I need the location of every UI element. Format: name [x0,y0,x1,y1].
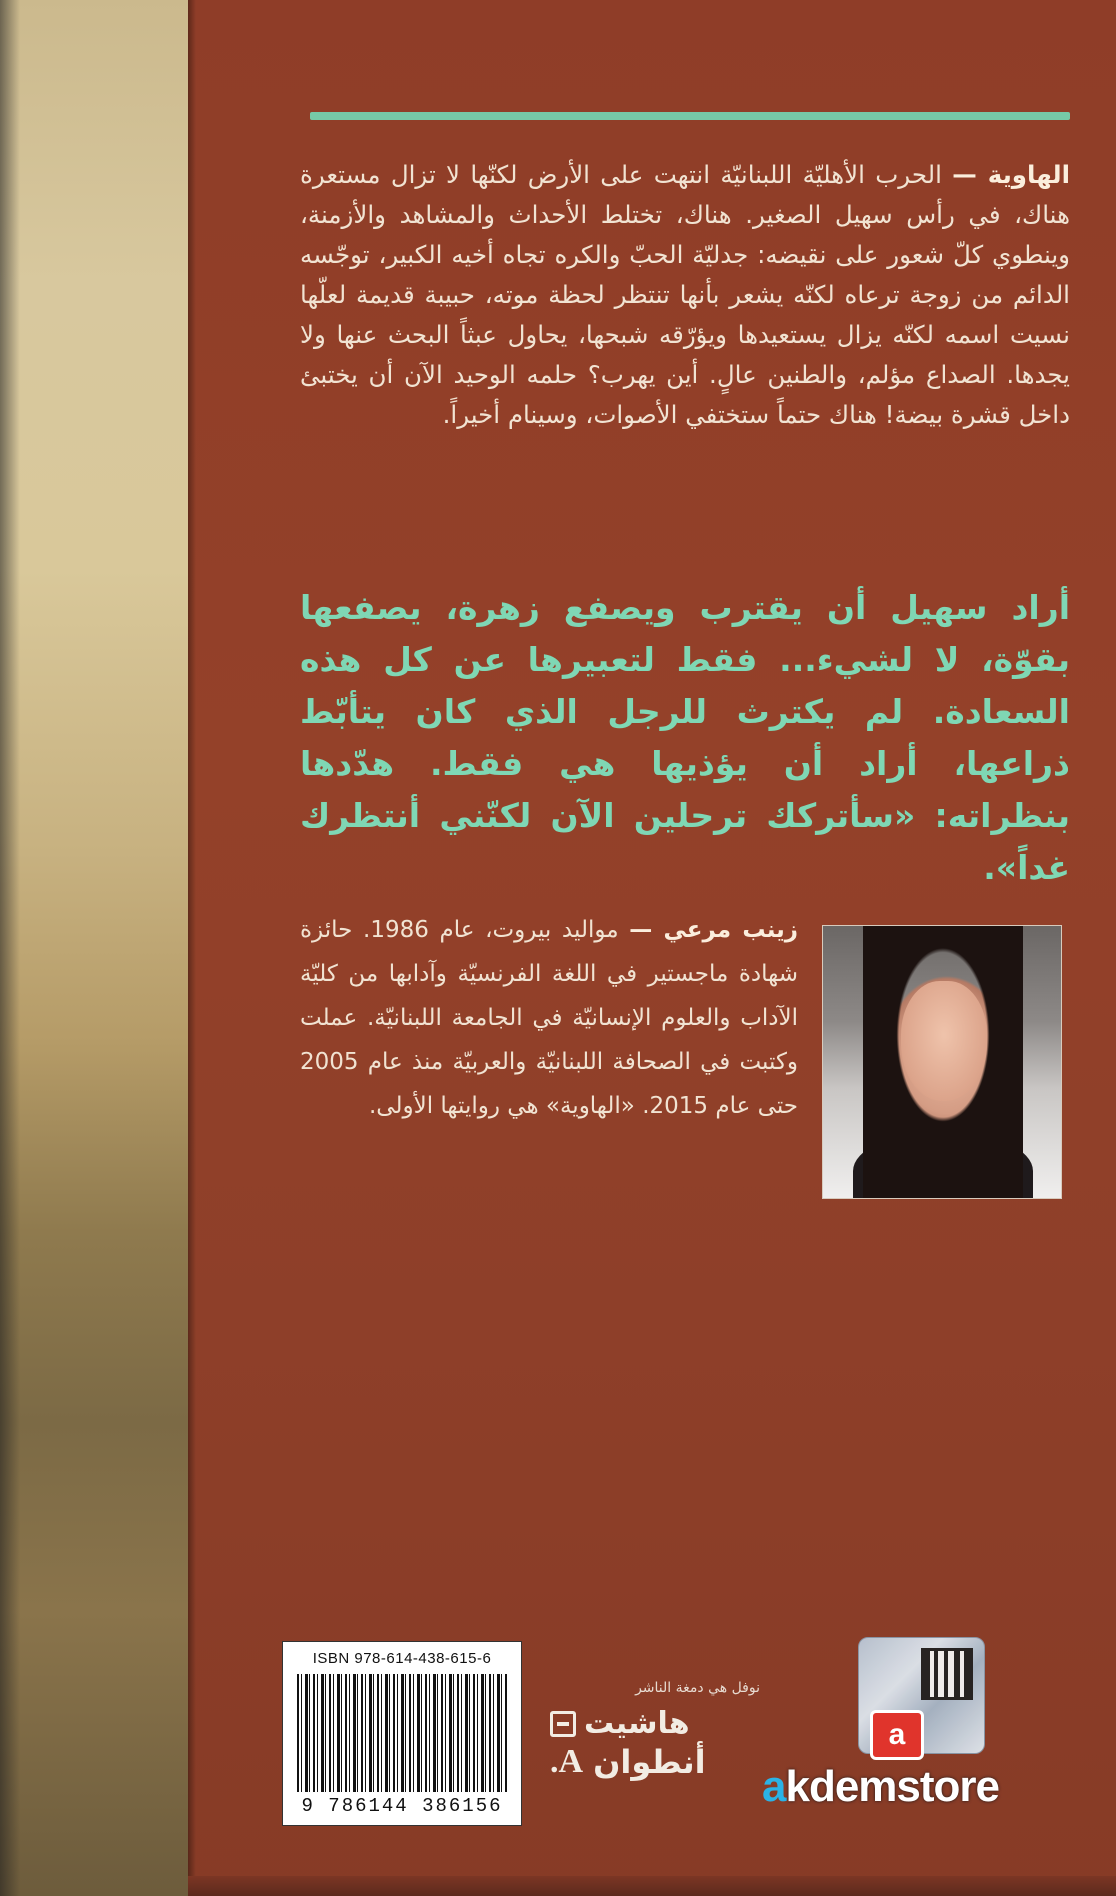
publisher-name: هاشيت [584,1706,690,1741]
publisher-mark: A. [550,1743,584,1780]
author-name: زينب مرعي — [629,917,798,943]
book-spine [0,0,188,1896]
pull-quote: أراد سهيل أن يقترب ويصفع زهرة، يصفعها بقوّة، لا لشيء... فقط لتعبيرها عن كل هذه السعادة. لم يكترث للرجل الذي كان يتأبّط ذراعها، أراد أن يؤذيها هي فقط. هدّدها بنظراته: «سأتركك ترحلين الآن لكنّني أنتظرك غداً». [300,588,1070,887]
author-bio [300,908,798,1128]
synopsis-text: الحرب الأهليّة اللبنانيّة انتهت على الأرض لكنّها لا تزال مستعرة هناك، في رأس سهيل الصغير. هناك، تختلط الأحداث والمشاهد والأزمنة، وينطوي كلّ شعور على نقيضه: جدليّة الحبّ والكره تجاه أخيه الكبير، توجّسه الدائم من زوجة ترعاه لكنّه يشعر بأنها تنتظر لحظة موته، حبيبة قديمة لعلّها نسيت اسمه لكنّه يزال يستعيدها ويؤرّقه شبحها، يحاول عبثاً البحث عنها ولا يجدها. الصداع مؤلم، والطنين عالٍ. أين يهرب؟ حلمه الوحيد الآن أن يختبئ داخل قشرة بيضة! هناك حتماً ستختفي الأصوات، وسينام أخيراً. [300,160,1070,429]
publisher-tagline: نوفل هي دمغة الناشر [635,1680,760,1696]
photo-face [901,981,987,1101]
store-logo-a: a [762,1762,786,1811]
store-watermark [762,1762,999,1812]
store-logo-rest: kdemstore [785,1762,1000,1811]
publisher-name-2: أنطوان [593,1743,706,1781]
isbn-barcode [282,1641,522,1826]
author-photo [822,925,1062,1199]
isbn-label: ISBN 978-614-438-615-6 [312,1650,492,1667]
author-bio-text: مواليد بيروت، عام 1986. حائزة شهادة ماجستير في اللغة الفرنسيّة وآدابها من كليّة الآداب والعلوم الإنسانيّة في الجامعة اللبنانيّة. عملت وكتبت في الصحافة اللبنانيّة والعربيّة منذ عام 2005 حتى عام 2015. «الهاوية» هي روايتها الأولى. [300,917,798,1119]
publisher-block [550,1680,760,1781]
publisher-logo-icon [550,1711,576,1737]
barcode-digits: 9 786144 386156 [301,1795,503,1817]
shopping-bag-icon: a [870,1710,924,1760]
spine-shadow [0,0,20,1896]
synopsis-title: الهاوية — [952,160,1070,189]
qr-code-icon [921,1648,973,1700]
cover-edge [188,0,196,1896]
accent-rule [310,112,1070,120]
bottom-edge [188,1876,1116,1896]
synopsis [300,155,1070,435]
barcode-bars [297,1674,507,1792]
